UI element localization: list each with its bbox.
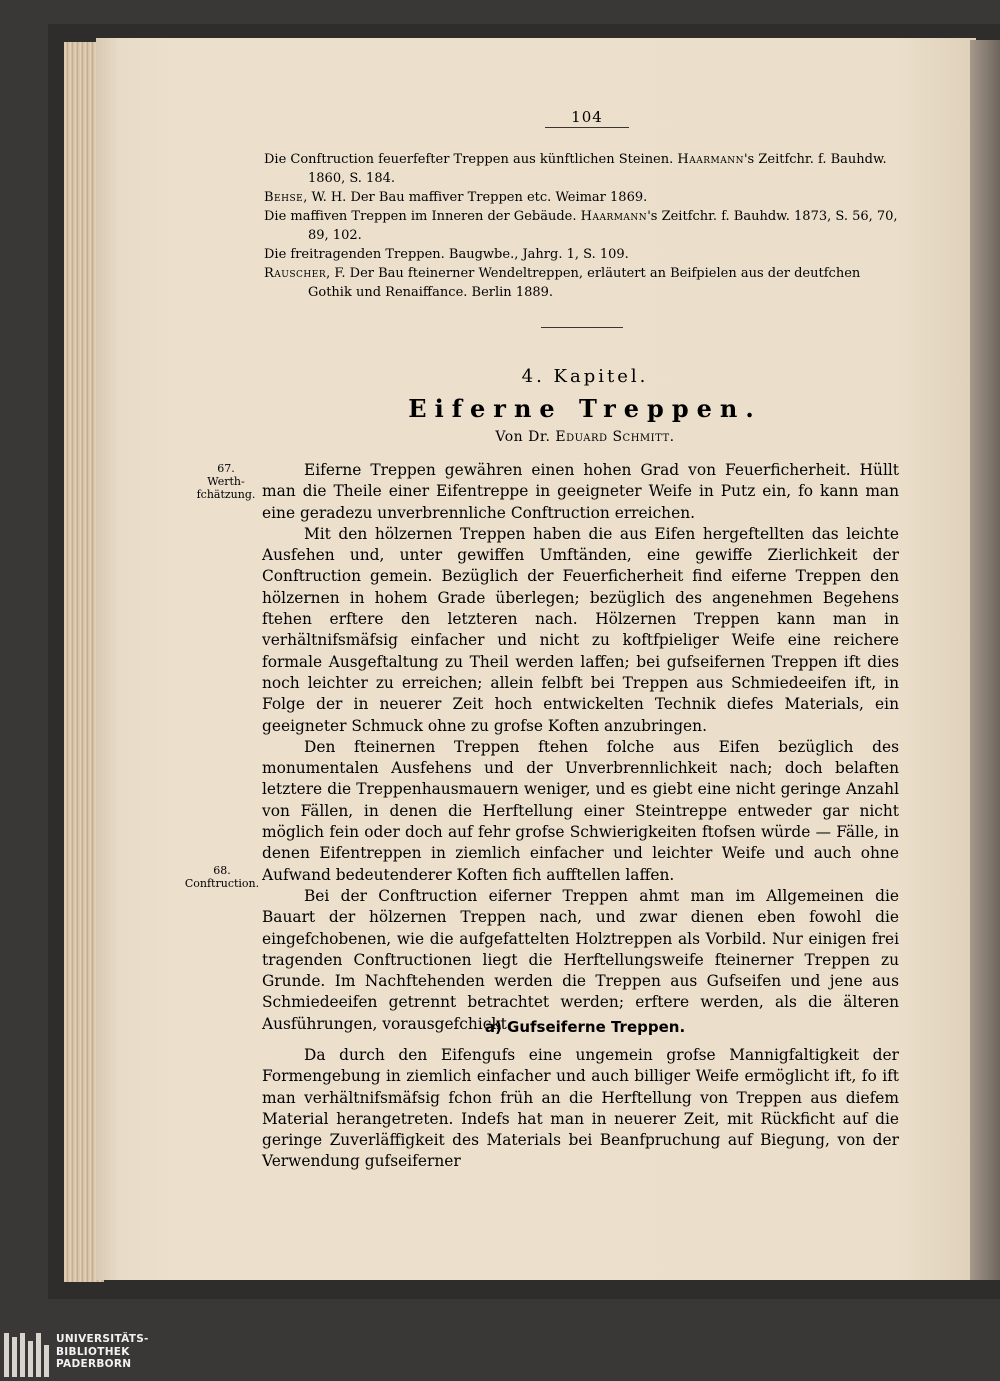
paragraph: Bei der Conftruction eiferner Treppen ahmt man im Allgemeinen die Bauart der hölzernen Treppen nach, und zwar dienen eben fowohl die eingefchobenen, wie die aufgefattelten Holztreppen als Vorbild. Nur einigen frei tragenden Conftructionen liegt die Herftellungsweife fteinerner Treppen zu Grunde. Im Nachftehenden werden die Treppen aus Gufseifen und jene aus Schmiedeeifen getrennt betrachtet werden; erftere werden, als die älteren Ausführungen, vorausgefchickt. (262, 886, 899, 1033)
library-logo (4, 1333, 204, 1377)
margin-note: 67. Werth- fchätzung. (196, 462, 256, 501)
page-number-rule (545, 127, 629, 128)
paragraph: Mit den hölzernen Treppen haben die aus Eifen hergeftellten das leichte Ausfehen und, unter gewiffen Umftänden, eine gewiffe Zierlichkeit der Conftruction gemein. Bezüglich der Feuerficherheit find eiferne Treppen den hölzernen in hohem Grade überlegen; bezüglich des angenehmen Begehens ftehen erftere den letzteren nach. Hölzernen Treppen kann man in verhältnifsmäfsig einfacher und nicht zu koftfpieliger Weife eine reichere formale Ausgeftaltung zu Theil werden laffen; bei gufseifernen Treppen ift dies noch leichter zu erreichen; allein felbft bei Treppen aus Schmiedeeifen ift, in Folge der in neuerer Zeit hoch entwickelten Technik diefes Materials, ein geeigneter Schmuck ohne zu grofse Koften anzubringen. (262, 524, 899, 735)
chapter-body (262, 460, 899, 1035)
library-logo-text: UNIVERSITÄTS- BIBLIOTHEK PADERBORN (56, 1333, 149, 1370)
chapter-author: Von Dr. Eduard Schmitt. (495, 429, 675, 445)
chapter-title: Eiferne Treppen. (408, 394, 762, 423)
bibliography-entry: Behse, W. H. Der Bau maffiver Treppen etc. Weimar 1869. (264, 190, 648, 205)
paragraph: Den fteinernen Treppen ftehen folche aus Eifen bezüglich des monumentalen Ausfehens und der Unverbrennlichkeit nach; doch belaften letztere die Treppenhausmauern weniger, und es giebt eine nicht geringe Anzahl von Fällen, in denen die Herftellung einer Steintreppe entweder gar nicht möglich fein oder doch auf fehr grofse Schwierigkeiten ftofsen würde — Fälle, in denen Eifentreppen in ziemlich einfacher und leichter Weife und auch ohne Aufwand bedeutenderer Koften fich aufftellen laffen. (262, 737, 899, 884)
library-logo-icon (4, 1333, 50, 1377)
bibliography (264, 150, 904, 302)
bibliography-entry: Rauscher, F. Der Bau fteinerner Wendeltreppen, erläutert an Beifpielen aus der deutfchen Gothik und Renaiffance. Berlin 1889. (264, 266, 861, 300)
margin-note: 68. Conftruction. (184, 864, 260, 890)
section-body (262, 1045, 899, 1173)
paragraph: Eiferne Treppen gewähren einen hohen Grad von Feuerficherheit. Hüllt man die Theile einer Eifentreppe in geeigneter Weife in Putz ein, fo kann man eine geradezu unverbrennliche Conftruction erreichen. (262, 461, 899, 522)
section-heading: a) Gufseiferne Treppen. (484, 1018, 686, 1036)
bibliography-entry: Die freitragenden Treppen. Baugwbe., Jahrg. 1, S. 109. (264, 247, 629, 262)
page-right-edge (970, 40, 1000, 1280)
page-number: 104 (571, 108, 603, 126)
section-separator (541, 327, 623, 328)
paragraph: Da durch den Eifengufs eine ungemein grofse Mannigfaltigkeit der Formengebung in ziemlich einfacher und auch billiger Weife ermöglicht ift, fo ift man verhältnifsmäfsig fchon früh an die Herftellung von Treppen aus diefem Material herangetreten. Indefs hat man in neuerer Zeit, mit Rückficht auf die geringe Zuverläffigkeit des Materials bei Beanfpruchung auf Biegung, von der Verwendung gufseiferner (262, 1046, 899, 1171)
bibliography-entry: Die Conftruction feuerfefter Treppen aus künftlichen Steinen. Haarmann's Zeitfchr. f. Bauhdw. 1860, S. 184. (264, 152, 887, 186)
chapter-number: 4. Kapitel. (521, 366, 649, 387)
bibliography-entry: Die maffiven Treppen im Inneren der Gebäude. Haarmann's Zeitfchr. f. Bauhdw. 1873, S. 56, 70, 89, 102. (264, 209, 898, 243)
